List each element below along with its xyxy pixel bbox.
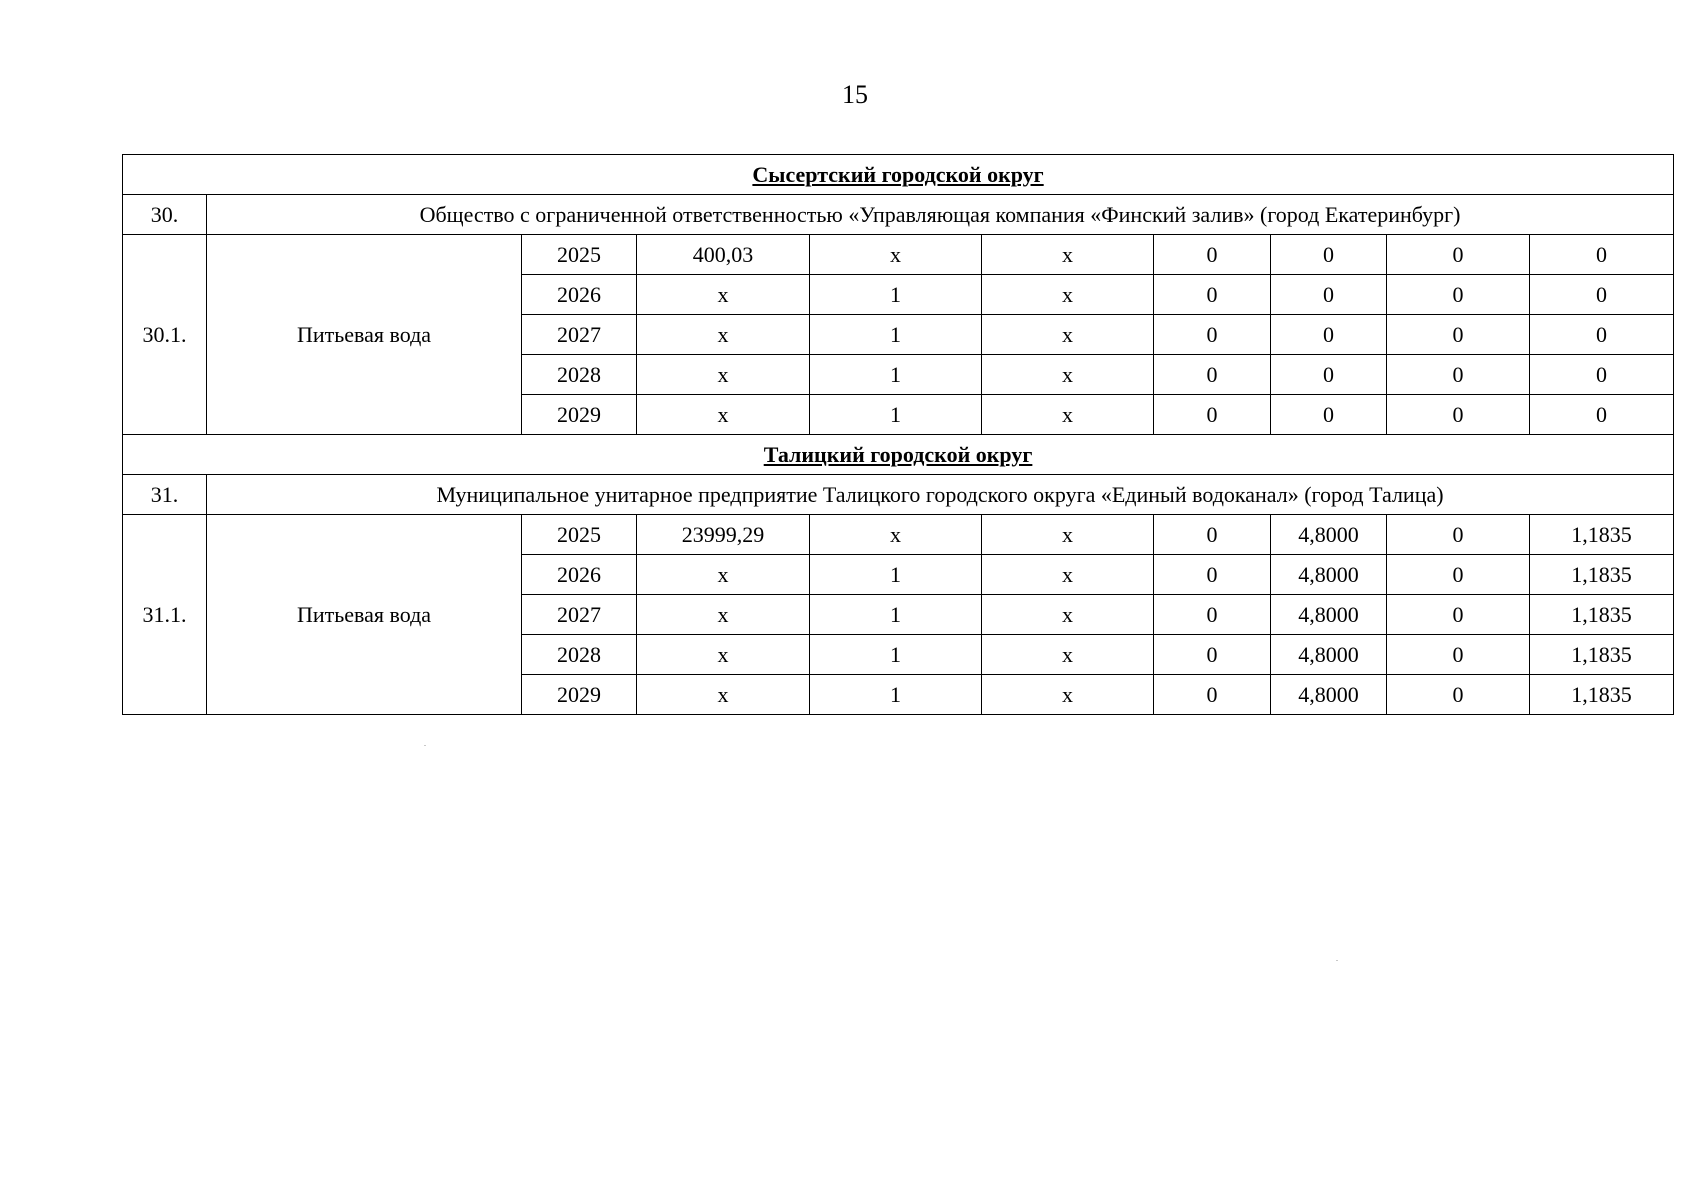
table-row bbox=[123, 235, 1674, 275]
organization-number: 30. bbox=[123, 195, 207, 235]
organization-number: 31. bbox=[123, 475, 207, 515]
year-cell: 2025 bbox=[522, 515, 637, 555]
value-cell: x bbox=[637, 275, 810, 315]
value-cell: 0 bbox=[1530, 395, 1674, 435]
value-cell: 0 bbox=[1387, 555, 1530, 595]
section-header-row bbox=[123, 435, 1674, 475]
value-cell: x bbox=[637, 315, 810, 355]
scan-speck bbox=[1336, 960, 1338, 961]
value-cell: 0 bbox=[1154, 515, 1271, 555]
value-cell: x bbox=[982, 515, 1154, 555]
value-cell: 4,8000 bbox=[1271, 555, 1387, 595]
value-cell: 4,8000 bbox=[1271, 675, 1387, 715]
value-cell: x bbox=[982, 595, 1154, 635]
table-row bbox=[123, 515, 1674, 555]
item-number: 30.1. bbox=[123, 235, 207, 435]
value-cell: 0 bbox=[1154, 395, 1271, 435]
value-cell: 1 bbox=[810, 355, 982, 395]
tariff-table bbox=[122, 154, 1674, 715]
value-cell: x bbox=[982, 355, 1154, 395]
value-cell: x bbox=[637, 355, 810, 395]
value-cell: 1,1835 bbox=[1530, 515, 1674, 555]
value-cell: 4,8000 bbox=[1271, 595, 1387, 635]
organization-row bbox=[123, 475, 1674, 515]
value-cell: x bbox=[982, 315, 1154, 355]
value-cell: 1,1835 bbox=[1530, 675, 1674, 715]
value-cell: 0 bbox=[1387, 515, 1530, 555]
value-cell: 0 bbox=[1154, 315, 1271, 355]
value-cell: 1 bbox=[810, 555, 982, 595]
value-cell: 0 bbox=[1154, 275, 1271, 315]
value-cell: 0 bbox=[1530, 235, 1674, 275]
value-cell: 4,8000 bbox=[1271, 515, 1387, 555]
item-name: Питьевая вода bbox=[207, 235, 522, 435]
scan-speck bbox=[424, 745, 426, 746]
value-cell: 1 bbox=[810, 635, 982, 675]
value-cell: x bbox=[637, 595, 810, 635]
value-cell: x bbox=[810, 515, 982, 555]
value-cell: x bbox=[982, 635, 1154, 675]
value-cell: 23999,29 bbox=[637, 515, 810, 555]
value-cell: 1,1835 bbox=[1530, 635, 1674, 675]
value-cell: 0 bbox=[1387, 595, 1530, 635]
value-cell: 0 bbox=[1387, 635, 1530, 675]
section-title: Талицкий городской округ bbox=[123, 435, 1674, 475]
year-cell: 2029 bbox=[522, 395, 637, 435]
item-name: Питьевая вода bbox=[207, 515, 522, 715]
value-cell: 1 bbox=[810, 675, 982, 715]
year-cell: 2027 bbox=[522, 595, 637, 635]
value-cell: 0 bbox=[1387, 315, 1530, 355]
organization-row bbox=[123, 195, 1674, 235]
value-cell: 0 bbox=[1387, 395, 1530, 435]
value-cell: 1 bbox=[810, 315, 982, 355]
value-cell: 0 bbox=[1154, 235, 1271, 275]
value-cell: x bbox=[982, 675, 1154, 715]
value-cell: 1 bbox=[810, 395, 982, 435]
year-cell: 2028 bbox=[522, 635, 637, 675]
year-cell: 2026 bbox=[522, 275, 637, 315]
value-cell: 0 bbox=[1271, 315, 1387, 355]
value-cell: 400,03 bbox=[637, 235, 810, 275]
value-cell: 0 bbox=[1530, 275, 1674, 315]
value-cell: x bbox=[810, 235, 982, 275]
value-cell: 0 bbox=[1154, 635, 1271, 675]
year-cell: 2029 bbox=[522, 675, 637, 715]
year-cell: 2025 bbox=[522, 235, 637, 275]
section-header-row bbox=[123, 155, 1674, 195]
value-cell: 0 bbox=[1271, 355, 1387, 395]
value-cell: 0 bbox=[1530, 315, 1674, 355]
value-cell: 0 bbox=[1387, 675, 1530, 715]
page-number: 15 bbox=[842, 80, 868, 109]
year-cell: 2026 bbox=[522, 555, 637, 595]
value-cell: 0 bbox=[1154, 675, 1271, 715]
item-number: 31.1. bbox=[123, 515, 207, 715]
organization-name: Общество с ограниченной ответственностью «Управляющая компания «Финский залив» (город Екатеринбург) bbox=[207, 195, 1674, 235]
value-cell: 1,1835 bbox=[1530, 555, 1674, 595]
value-cell: x bbox=[982, 235, 1154, 275]
year-cell: 2028 bbox=[522, 355, 637, 395]
value-cell: 0 bbox=[1387, 235, 1530, 275]
value-cell: 0 bbox=[1387, 275, 1530, 315]
value-cell: x bbox=[637, 635, 810, 675]
value-cell: x bbox=[637, 555, 810, 595]
value-cell: x bbox=[982, 395, 1154, 435]
value-cell: 0 bbox=[1271, 275, 1387, 315]
year-cell: 2027 bbox=[522, 315, 637, 355]
value-cell: 0 bbox=[1530, 355, 1674, 395]
value-cell: x bbox=[982, 275, 1154, 315]
value-cell: 0 bbox=[1271, 235, 1387, 275]
section-title: Сысертский городской округ bbox=[123, 155, 1674, 195]
value-cell: x bbox=[637, 675, 810, 715]
value-cell: 0 bbox=[1154, 555, 1271, 595]
organization-name: Муниципальное унитарное предприятие Талицкого городского округа «Единый водоканал» (город Талица) bbox=[207, 475, 1674, 515]
value-cell: 0 bbox=[1154, 595, 1271, 635]
value-cell: 0 bbox=[1154, 355, 1271, 395]
value-cell: 0 bbox=[1271, 395, 1387, 435]
value-cell: x bbox=[982, 555, 1154, 595]
value-cell: 1 bbox=[810, 275, 982, 315]
value-cell: x bbox=[637, 395, 810, 435]
value-cell: 1 bbox=[810, 595, 982, 635]
table-body bbox=[123, 155, 1674, 715]
value-cell: 4,8000 bbox=[1271, 635, 1387, 675]
value-cell: 0 bbox=[1387, 355, 1530, 395]
value-cell: 1,1835 bbox=[1530, 595, 1674, 635]
